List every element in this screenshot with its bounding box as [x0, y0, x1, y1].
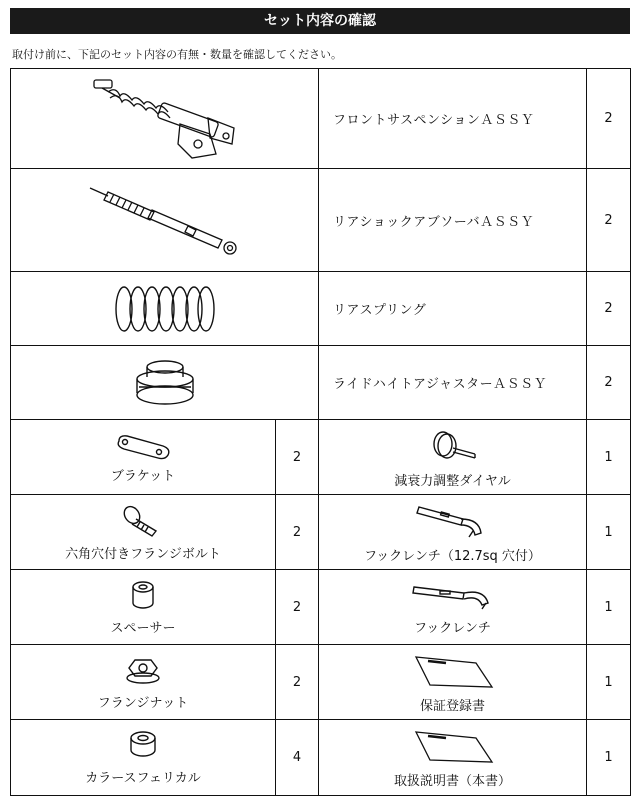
hook-wrench-with-hole-icon [413, 501, 493, 541]
table-row [11, 495, 631, 570]
table-row [11, 272, 631, 346]
manual-icon [408, 726, 498, 766]
item-qty: 2 [587, 169, 631, 272]
rear-spring-icon [110, 281, 220, 337]
item-name: 六角穴付きフランジボルト [65, 546, 221, 562]
item-qty: 1 [587, 420, 631, 495]
parts-list-table [10, 68, 631, 796]
item-name: フックレンチ（12.7sq 穴付） [364, 548, 541, 564]
spacer-icon [123, 579, 163, 613]
table-row [11, 69, 631, 169]
item-qty: 1 [587, 720, 631, 796]
damping-dial-icon [423, 426, 483, 466]
flange-bolt-icon [118, 503, 168, 539]
table-row [11, 645, 631, 720]
item-qty: 2 [276, 495, 319, 570]
bracket-icon [113, 431, 173, 461]
item-qty: 2 [587, 346, 631, 420]
item-name: リアショックアブソーバＡＳＳＹ [319, 169, 587, 272]
item-name: 減衰力調整ダイヤル [394, 473, 511, 489]
rear-shock-absorber-icon [80, 180, 250, 260]
hook-wrench-icon [408, 579, 498, 613]
item-qty: 1 [587, 495, 631, 570]
table-row [11, 720, 631, 796]
table-row [11, 169, 631, 272]
spherical-collar-icon [123, 729, 163, 763]
front-suspension-icon [80, 74, 250, 164]
item-qty: 2 [276, 420, 319, 495]
item-name: ライドハイトアジャスターＡＳＳＹ [319, 346, 587, 420]
item-name: フックレンチ [414, 620, 491, 636]
intro-text: 取付け前に、下記のセット内容の有無・数量を確認してください。 [12, 48, 342, 61]
table-row [11, 346, 631, 420]
ride-height-adjuster-icon [125, 353, 205, 413]
item-qty: 4 [276, 720, 319, 796]
flange-nut-icon [123, 654, 163, 688]
table-row [11, 420, 631, 495]
page-title: セット内容の確認 [10, 8, 630, 34]
item-qty: 2 [587, 69, 631, 169]
item-name: スペーサー [110, 620, 176, 636]
item-name: 保証登録書 [419, 698, 485, 714]
item-name: フロントサスペンションＡＳＳＹ [319, 69, 587, 169]
item-qty: 2 [276, 645, 319, 720]
table-row [11, 570, 631, 645]
item-qty: 1 [587, 570, 631, 645]
warranty-card-icon [408, 651, 498, 691]
item-name: 取扱説明書（本書） [393, 774, 511, 789]
item-qty: 2 [587, 272, 631, 346]
item-qty: 2 [276, 570, 319, 645]
item-name: フランジナット [97, 695, 189, 711]
item-name: ブラケット [110, 468, 176, 484]
item-qty: 1 [587, 645, 631, 720]
item-name: カラースフェリカル [85, 771, 201, 786]
item-name: リアスプリング [319, 272, 587, 346]
